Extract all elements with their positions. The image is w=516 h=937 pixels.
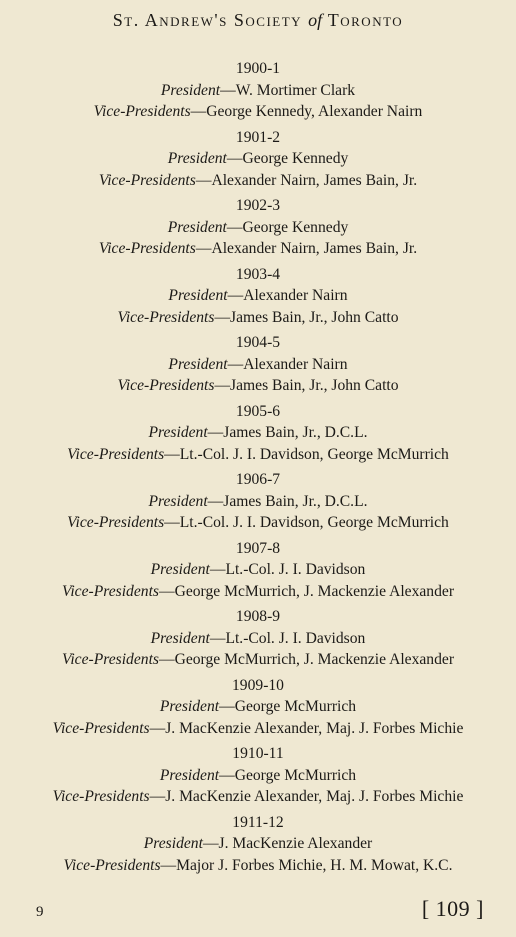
vice-presidents-line-label: Vice-Presidents bbox=[61, 582, 159, 600]
vice-presidents-line bbox=[0, 238, 516, 260]
president-line-names: George Kennedy bbox=[242, 218, 349, 236]
president-line bbox=[0, 217, 516, 239]
vice-presidents-line bbox=[0, 375, 516, 397]
officer-entry bbox=[0, 675, 516, 740]
vice-presidents-line-names: Alexander Nairn, James Bain, Jr. bbox=[211, 171, 418, 189]
em-dash: — bbox=[202, 835, 219, 852]
header-text-after: Toronto bbox=[322, 10, 404, 30]
entry-year: 1901-2 bbox=[235, 128, 281, 146]
president-line-label: President bbox=[150, 561, 210, 578]
em-dash: — bbox=[195, 240, 212, 257]
em-dash: — bbox=[149, 788, 166, 805]
vice-presidents-line bbox=[0, 649, 516, 671]
vice-presidents-line-names: George McMurrich, J. Mackenzie Alexander bbox=[174, 651, 455, 668]
em-dash: — bbox=[158, 582, 175, 600]
em-dash: — bbox=[164, 445, 180, 463]
president-line bbox=[0, 765, 516, 787]
president-line-names: George McMurrich bbox=[234, 698, 357, 715]
em-dash: — bbox=[220, 81, 236, 99]
vice-presidents-line-names: J. MacKenzie Alexander, Maj. J. Forbes Michie bbox=[165, 788, 464, 805]
vice-presidents-line-label: Vice-Presidents bbox=[52, 719, 150, 737]
officer-entry bbox=[0, 195, 516, 260]
president-line-label: President bbox=[167, 150, 227, 167]
entry-year: 1904-5 bbox=[235, 334, 281, 351]
vice-presidents-line bbox=[0, 855, 516, 877]
president-line-names: George McMurrich bbox=[234, 766, 357, 784]
vice-presidents-line bbox=[0, 101, 516, 123]
vice-presidents-line bbox=[0, 170, 516, 192]
president-line-names: Lt.-Col. J. I. Davidson bbox=[225, 561, 366, 578]
vice-presidents-line-names: J. MacKenzie Alexander, Maj. J. Forbes Michie bbox=[165, 719, 464, 737]
vice-presidents-line-label: Vice-Presidents bbox=[93, 103, 191, 120]
president-line-label: President bbox=[168, 355, 228, 373]
em-dash: — bbox=[164, 514, 180, 531]
entry-year: 1900-1 bbox=[235, 60, 281, 77]
header-text-of: of bbox=[308, 10, 323, 30]
vice-presidents-line-label: Vice-Presidents bbox=[52, 788, 150, 805]
vice-presidents-line-label: Vice-Presidents bbox=[117, 308, 215, 326]
vice-presidents-line-names: Major J. Forbes Michie, H. M. Mowat, K.C. bbox=[176, 856, 453, 874]
president-line-names: J. MacKenzie Alexander bbox=[218, 835, 373, 852]
vice-presidents-line-label: Vice-Presidents bbox=[98, 171, 196, 189]
officer-entry bbox=[0, 264, 516, 329]
vice-presidents-line bbox=[0, 444, 516, 466]
president-line-names: James Bain, Jr., D.C.L. bbox=[223, 424, 368, 441]
president-line-names: Alexander Nairn bbox=[243, 355, 348, 373]
vice-presidents-line-names: Alexander Nairn, James Bain, Jr. bbox=[211, 240, 418, 257]
president-line bbox=[0, 628, 516, 650]
entry-year: 1910-11 bbox=[232, 745, 284, 762]
vice-presidents-line-label: Vice-Presidents bbox=[98, 240, 196, 257]
header-text-before: St. Andrew's Society bbox=[112, 10, 309, 30]
em-dash: — bbox=[158, 651, 175, 668]
vice-presidents-line bbox=[0, 512, 516, 534]
president-line bbox=[0, 285, 516, 307]
entry-year: 1906-7 bbox=[235, 471, 281, 488]
president-line bbox=[0, 833, 516, 855]
entry-year: 1902-3 bbox=[235, 197, 281, 214]
vice-presidents-line bbox=[0, 581, 516, 603]
em-dash: — bbox=[160, 856, 177, 874]
president-line-label: President bbox=[148, 492, 208, 510]
em-dash: — bbox=[149, 719, 166, 737]
vice-presidents-line-label: Vice-Presidents bbox=[63, 856, 161, 874]
president-line-names: Alexander Nairn bbox=[243, 287, 348, 304]
president-line bbox=[0, 696, 516, 718]
officer-entry bbox=[0, 812, 516, 877]
officer-entry bbox=[0, 538, 516, 603]
officer-entry bbox=[0, 606, 516, 671]
president-line bbox=[0, 559, 516, 581]
signature-mark: 9 bbox=[36, 904, 44, 920]
president-line-label: President bbox=[159, 698, 220, 715]
vice-presidents-line-label: Vice-Presidents bbox=[61, 651, 159, 668]
vice-presidents-line-names: James Bain, Jr., John Catto bbox=[230, 308, 399, 326]
entry-year: 1909-10 bbox=[232, 676, 284, 694]
entry-year: 1905-6 bbox=[235, 402, 281, 420]
president-line-label: President bbox=[167, 218, 227, 236]
em-dash: — bbox=[227, 287, 244, 304]
em-dash: — bbox=[214, 377, 231, 394]
officer-entry bbox=[0, 469, 516, 534]
page-number: [ 109 ] bbox=[421, 896, 484, 921]
vice-presidents-line-names: Lt.-Col. J. I. Davidson, George McMurrich bbox=[179, 514, 449, 531]
president-line bbox=[0, 80, 516, 102]
entry-year: 1908-9 bbox=[235, 608, 281, 625]
president-line-names: James Bain, Jr., D.C.L. bbox=[223, 492, 368, 510]
em-dash: — bbox=[209, 629, 226, 647]
entry-year: 1903-4 bbox=[235, 265, 281, 283]
vice-presidents-line bbox=[0, 307, 516, 329]
em-dash: — bbox=[226, 150, 243, 167]
officer-entry bbox=[0, 332, 516, 397]
vice-presidents-line-names: George McMurrich, J. Mackenzie Alexander bbox=[174, 582, 455, 600]
vice-presidents-line-names: Lt.-Col. J. I. Davidson, George McMurrich bbox=[179, 445, 449, 463]
president-line-names: Lt.-Col. J. I. Davidson bbox=[225, 629, 366, 647]
em-dash: — bbox=[207, 492, 224, 510]
president-line bbox=[0, 354, 516, 376]
entry-year: 1907-8 bbox=[235, 539, 281, 557]
president-line-label: President bbox=[148, 424, 208, 441]
em-dash: — bbox=[190, 103, 207, 120]
entry-year: 1911-12 bbox=[232, 813, 284, 831]
em-dash: — bbox=[227, 355, 244, 373]
vice-presidents-line bbox=[0, 718, 516, 740]
vice-presidents-line-label: Vice-Presidents bbox=[67, 445, 165, 463]
president-line bbox=[0, 148, 516, 170]
em-dash: — bbox=[214, 308, 231, 326]
vice-presidents-line-names: George Kennedy, Alexander Nairn bbox=[206, 103, 423, 120]
president-line-label: President bbox=[150, 629, 210, 647]
officer-entry bbox=[0, 401, 516, 466]
president-line-names: George Kennedy bbox=[242, 150, 349, 167]
vice-presidents-line-label: Vice-Presidents bbox=[117, 377, 215, 394]
president-line-label: President bbox=[159, 766, 220, 784]
president-line-names: W. Mortimer Clark bbox=[235, 81, 356, 99]
president-line bbox=[0, 422, 516, 444]
em-dash: — bbox=[219, 766, 235, 784]
president-line bbox=[0, 491, 516, 513]
officer-entry bbox=[0, 58, 516, 123]
em-dash: — bbox=[209, 561, 226, 578]
president-line-label: President bbox=[168, 287, 228, 304]
president-line-label: President bbox=[160, 81, 221, 99]
em-dash: — bbox=[207, 424, 224, 441]
vice-presidents-line bbox=[0, 786, 516, 808]
officer-list bbox=[0, 58, 516, 880]
officer-entry bbox=[0, 743, 516, 808]
em-dash: — bbox=[219, 698, 235, 715]
president-line-label: President bbox=[143, 835, 203, 852]
vice-presidents-line-label: Vice-Presidents bbox=[67, 514, 165, 531]
em-dash: — bbox=[195, 171, 212, 189]
officer-entry bbox=[0, 127, 516, 192]
em-dash: — bbox=[226, 218, 243, 236]
running-header bbox=[0, 10, 516, 31]
vice-presidents-line-names: James Bain, Jr., John Catto bbox=[230, 377, 399, 394]
